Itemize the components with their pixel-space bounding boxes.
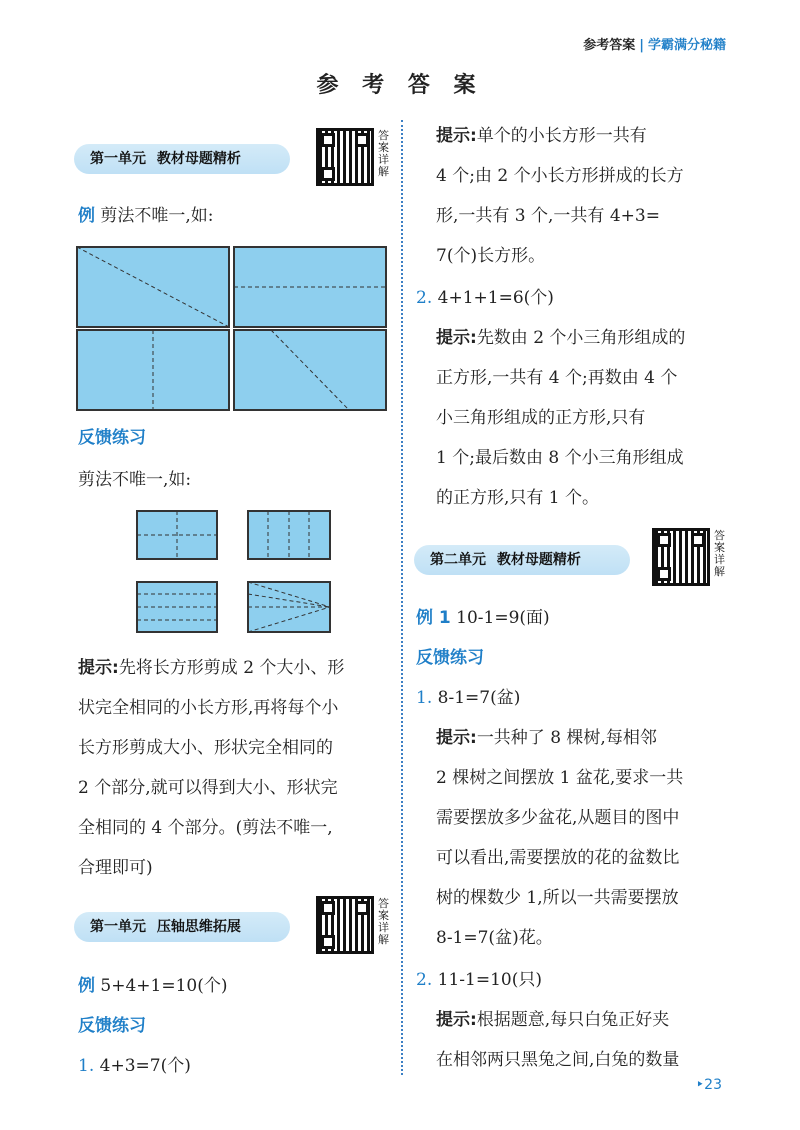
hint-line: 的正方形,只有 1 个。 — [436, 488, 600, 508]
hint-line: 小三角形组成的正方形,只有 — [436, 408, 646, 428]
qr-caption-1: 答案详解 — [378, 129, 389, 178]
hint-block-right-1 — [436, 116, 736, 276]
example3-text: 10-1=9(面) — [456, 608, 550, 628]
hint-line: 正方形,一共有 4 个;再数由 4 个 — [436, 368, 678, 388]
feedback-figure — [136, 510, 332, 634]
item-text: 4+1+1=6(个) — [437, 288, 554, 308]
example2-line — [78, 966, 227, 1006]
fb-rect-horizontal-strips — [137, 582, 217, 632]
answer-item-r2 — [416, 960, 542, 1000]
rect-diagonal-offset — [234, 330, 386, 410]
qr-caption-3: 答案详解 — [714, 529, 725, 578]
item-text: 11-1=10(只) — [437, 970, 542, 990]
hint-line: 合理即可) — [78, 858, 153, 878]
feedback-title-1: 反馈练习 — [78, 428, 146, 448]
qr-caption-2: 答案详解 — [378, 897, 389, 946]
hint-line: 1 个;最后数由 8 个小三角形组成 — [436, 448, 684, 468]
hint-label: 提示: — [436, 328, 477, 348]
example-line — [78, 196, 214, 236]
rect-diagonal — [77, 247, 229, 327]
hint-block-right-2 — [436, 318, 736, 518]
qr-code-2[interactable] — [316, 896, 374, 954]
hint-block-left — [78, 648, 398, 888]
hint-line: 2 个部分,就可以得到大小、形状完 — [78, 778, 338, 798]
hint-line: 全相同的 4 个部分。(剪法不唯一, — [78, 818, 333, 838]
example3-line — [416, 598, 550, 638]
example2-label: 例 — [78, 976, 95, 996]
example2-text: 5+4+1=10(个) — [100, 976, 228, 996]
example3-label: 例 1 — [416, 608, 451, 628]
item-text: 4+3=7(个) — [99, 1056, 191, 1076]
rect-horizontal — [234, 247, 386, 327]
section-banner-2: 第一单元 压轴思维拓展 — [74, 912, 290, 942]
qr-code-1[interactable] — [316, 128, 374, 186]
item-number: 1. — [78, 1056, 95, 1076]
rect-vertical — [77, 330, 229, 410]
hint-line: 根据题意,每只白兔正好夹 — [476, 1010, 670, 1030]
hint-line: 需要摆放多少盆花,从题目的图中 — [436, 808, 680, 828]
section-banner-3: 第二单元 教材母题精析 — [414, 545, 630, 575]
column-divider — [401, 120, 403, 1075]
hint-line: 7(个)长方形。 — [436, 246, 546, 266]
fb-rect-cross — [137, 511, 217, 559]
hint-block-right-4 — [436, 1000, 736, 1080]
item-number: 2. — [416, 970, 433, 990]
item-number: 2. — [416, 288, 433, 308]
answer-item-1 — [78, 1046, 191, 1086]
feedback-text-1: 剪法不唯一,如: — [78, 470, 192, 490]
running-header — [583, 34, 726, 53]
header-left: 参考答案 — [583, 38, 636, 53]
page-title: 参 考 答 案 — [316, 72, 484, 98]
hint-line: 长方形剪成大小、形状完全相同的 — [78, 738, 333, 758]
header-right: 学霸满分秘籍 — [647, 38, 726, 53]
answer-item-2 — [416, 278, 554, 318]
feedback-title-3: 反馈练习 — [416, 648, 484, 668]
fb-rect-vertical-strips — [248, 511, 330, 559]
hint-line: 一共种了 8 棵树,每相邻 — [476, 728, 657, 748]
hint-line: 形,一共有 3 个,一共有 4+3= — [436, 206, 660, 226]
hint-line: 状完全相同的小长方形,再将每个小 — [78, 698, 339, 718]
hint-line: 在相邻两只黑兔之间,白兔的数量 — [436, 1050, 680, 1070]
qr-code-3[interactable] — [652, 528, 710, 586]
hint-block-right-3 — [436, 718, 736, 958]
item-number: 1. — [416, 688, 433, 708]
hint-line: 先数由 2 个小三角形组成的 — [476, 328, 686, 348]
hint-line: 单个的小长方形一共有 — [476, 126, 647, 146]
hint-line: 2 棵树之间摆放 1 盆花,要求一共 — [436, 768, 684, 788]
section-banner-1: 第一单元 教材母题精析 — [74, 144, 290, 174]
answer-item-r1 — [416, 678, 520, 718]
hint-label: 提示: — [78, 658, 119, 678]
hint-line: 8-1=7(盆)花。 — [436, 928, 553, 948]
example-label: 例 — [78, 206, 95, 226]
hint-label: 提示: — [436, 728, 477, 748]
hint-line: 可以看出,需要摆放的花的盆数比 — [436, 848, 680, 868]
example-figure — [76, 246, 388, 412]
example-text: 剪法不唯一,如: — [100, 206, 214, 226]
feedback-title-2: 反馈练习 — [78, 1016, 146, 1036]
header-sep: | — [639, 38, 644, 53]
item-text: 8-1=7(盆) — [437, 688, 521, 708]
hint-line: 4 个;由 2 个小长方形拼成的长方 — [436, 166, 684, 186]
hint-line: 先将长方形剪成 2 个大小、形 — [118, 658, 345, 678]
fb-rect-fan — [248, 582, 330, 632]
hint-label: 提示: — [436, 126, 477, 146]
page-number: ‣23 — [695, 1077, 722, 1093]
hint-label: 提示: — [436, 1010, 477, 1030]
hint-line: 树的棵数少 1,所以一共需要摆放 — [436, 888, 679, 908]
